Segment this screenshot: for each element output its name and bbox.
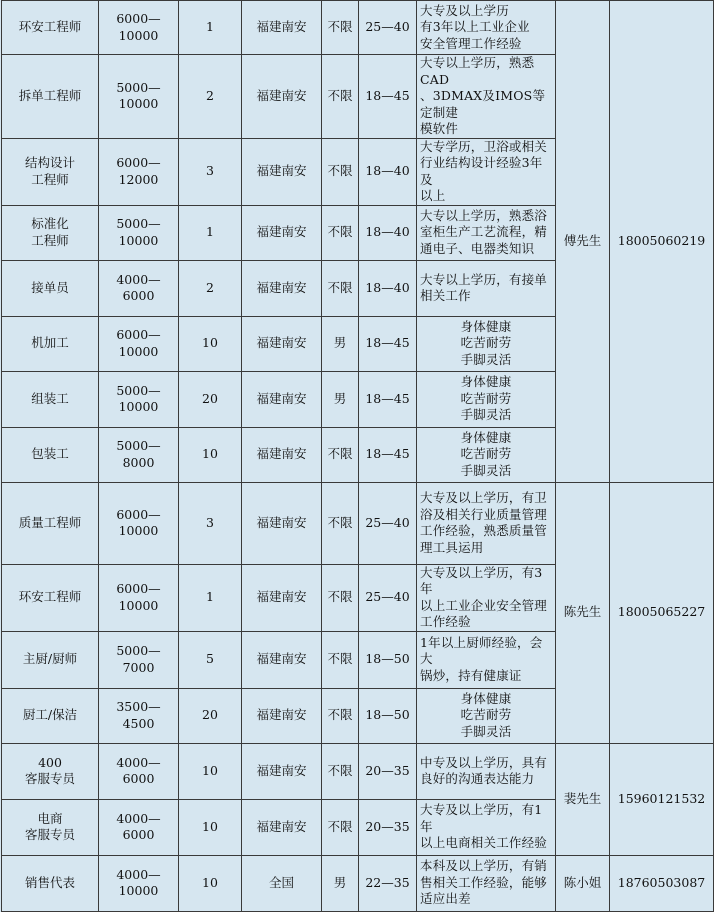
position-cell: 结构设计 工程师	[2, 138, 99, 205]
position-cell: 包装工	[2, 427, 99, 482]
headcount-cell: 10	[179, 743, 242, 799]
age-cell: 25—40	[359, 1, 417, 55]
requirements-cell: 中专及以上学历，具有 良好的沟通表达能力	[417, 743, 556, 799]
contact-phone-cell: 18005065227	[610, 482, 714, 743]
age-cell: 18—40	[359, 205, 417, 260]
salary-cell: 5000—10000	[99, 55, 179, 139]
position-cell: 标准化 工程师	[2, 205, 99, 260]
location-cell: 福建南安	[242, 260, 322, 316]
contact-name-cell: 陈先生	[556, 482, 610, 743]
requirements-cell: 大专以上学历，熟悉浴 室柜生产工艺流程，精 通电子、电器类知识	[417, 205, 556, 260]
requirements-cell: 身体健康 吃苦耐劳 手脚灵活	[417, 316, 556, 371]
gender-cell: 不限	[322, 688, 359, 743]
requirements-cell: 身体健康 吃苦耐劳 手脚灵活	[417, 427, 556, 482]
gender-cell: 不限	[322, 205, 359, 260]
table-row	[2, 1, 714, 55]
requirements-cell: 大专及以上学历，有卫 浴及相关行业质量管理 工作经验，熟悉质量管 理工具运用	[417, 482, 556, 564]
age-cell: 22—35	[359, 855, 417, 911]
table-body	[2, 1, 714, 912]
gender-cell: 不限	[322, 631, 359, 688]
gender-cell: 不限	[322, 260, 359, 316]
salary-cell: 4000—10000	[99, 855, 179, 911]
age-cell: 18—40	[359, 260, 417, 316]
age-cell: 20—35	[359, 799, 417, 855]
headcount-cell: 2	[179, 260, 242, 316]
gender-cell: 不限	[322, 1, 359, 55]
contact-phone-cell: 18760503087	[610, 855, 714, 911]
location-cell: 福建南安	[242, 688, 322, 743]
location-cell: 福建南安	[242, 205, 322, 260]
gender-cell: 男	[322, 316, 359, 371]
salary-cell: 4000—6000	[99, 260, 179, 316]
requirements-cell: 本科及以上学历，有销 售相关工作经验，能够 适应出差	[417, 855, 556, 911]
headcount-cell: 5	[179, 631, 242, 688]
requirements-cell: 大专及以上学历，有1年 以上电商相关工作经验	[417, 799, 556, 855]
gender-cell: 不限	[322, 427, 359, 482]
age-cell: 25—40	[359, 564, 417, 631]
age-cell: 25—40	[359, 482, 417, 564]
requirements-cell: 身体健康 吃苦耐劳 手脚灵活	[417, 371, 556, 427]
position-cell: 主厨/厨师	[2, 631, 99, 688]
position-cell: 机加工	[2, 316, 99, 371]
salary-cell: 6000—10000	[99, 482, 179, 564]
location-cell: 福建南安	[242, 799, 322, 855]
location-cell: 福建南安	[242, 316, 322, 371]
position-cell: 电商 客服专员	[2, 799, 99, 855]
position-cell: 厨工/保洁	[2, 688, 99, 743]
headcount-cell: 10	[179, 427, 242, 482]
salary-cell: 6000—12000	[99, 138, 179, 205]
requirements-cell: 大专以上学历，有接单 相关工作	[417, 260, 556, 316]
headcount-cell: 10	[179, 799, 242, 855]
headcount-cell: 20	[179, 371, 242, 427]
salary-cell: 5000—10000	[99, 205, 179, 260]
contact-phone-cell: 18005060219	[610, 1, 714, 483]
location-cell: 福建南安	[242, 427, 322, 482]
location-cell: 福建南安	[242, 1, 322, 55]
headcount-cell: 10	[179, 855, 242, 911]
gender-cell: 不限	[322, 55, 359, 139]
position-cell: 销售代表	[2, 855, 99, 911]
gender-cell: 不限	[322, 564, 359, 631]
contact-name-cell: 裴先生	[556, 743, 610, 855]
age-cell: 18—45	[359, 371, 417, 427]
salary-cell: 6000—10000	[99, 316, 179, 371]
position-cell: 环安工程师	[2, 1, 99, 55]
position-cell: 拆单工程师	[2, 55, 99, 139]
location-cell: 福建南安	[242, 564, 322, 631]
location-cell: 福建南安	[242, 371, 322, 427]
requirements-cell: 大专及以上学历，有3年 以上工业企业安全管理 工作经验	[417, 564, 556, 631]
salary-cell: 5000—8000	[99, 427, 179, 482]
gender-cell: 不限	[322, 743, 359, 799]
location-cell: 福建南安	[242, 743, 322, 799]
position-cell: 质量工程师	[2, 482, 99, 564]
headcount-cell: 3	[179, 482, 242, 564]
age-cell: 18—45	[359, 55, 417, 139]
salary-cell: 5000—10000	[99, 371, 179, 427]
recruitment-table	[1, 0, 714, 912]
gender-cell: 不限	[322, 799, 359, 855]
headcount-cell: 1	[179, 205, 242, 260]
age-cell: 18—40	[359, 138, 417, 205]
position-cell: 组装工	[2, 371, 99, 427]
salary-cell: 6000—10000	[99, 564, 179, 631]
table-row	[2, 855, 714, 911]
location-cell: 全国	[242, 855, 322, 911]
headcount-cell: 20	[179, 688, 242, 743]
requirements-cell: 大专学历，卫浴或相关 行业结构设计经验3年及 以上	[417, 138, 556, 205]
age-cell: 18—45	[359, 427, 417, 482]
requirements-cell: 大专以上学历，熟悉CAD 、3DMAX及IMOS等定制建 模软件	[417, 55, 556, 139]
gender-cell: 不限	[322, 482, 359, 564]
position-cell: 接单员	[2, 260, 99, 316]
headcount-cell: 1	[179, 1, 242, 55]
age-cell: 18—45	[359, 316, 417, 371]
age-cell: 18—50	[359, 631, 417, 688]
gender-cell: 男	[322, 855, 359, 911]
headcount-cell: 1	[179, 564, 242, 631]
headcount-cell: 10	[179, 316, 242, 371]
table-row	[2, 482, 714, 564]
location-cell: 福建南安	[242, 138, 322, 205]
salary-cell: 5000—7000	[99, 631, 179, 688]
headcount-cell: 3	[179, 138, 242, 205]
age-cell: 18—50	[359, 688, 417, 743]
location-cell: 福建南安	[242, 482, 322, 564]
gender-cell: 男	[322, 371, 359, 427]
gender-cell: 不限	[322, 138, 359, 205]
contact-name-cell: 陈小姐	[556, 855, 610, 911]
requirements-cell: 大专及以上学历 有3年以上工业企业 安全管理工作经验	[417, 1, 556, 55]
headcount-cell: 2	[179, 55, 242, 139]
requirements-cell: 身体健康 吃苦耐劳 手脚灵活	[417, 688, 556, 743]
location-cell: 福建南安	[242, 55, 322, 139]
salary-cell: 4000—6000	[99, 743, 179, 799]
contact-name-cell: 傅先生	[556, 1, 610, 483]
table-row	[2, 743, 714, 799]
requirements-cell: 1年以上厨师经验，会大 锅炒，持有健康证	[417, 631, 556, 688]
age-cell: 20—35	[359, 743, 417, 799]
position-cell: 400 客服专员	[2, 743, 99, 799]
salary-cell: 3500—4500	[99, 688, 179, 743]
salary-cell: 4000—6000	[99, 799, 179, 855]
salary-cell: 6000—10000	[99, 1, 179, 55]
position-cell: 环安工程师	[2, 564, 99, 631]
location-cell: 福建南安	[242, 631, 322, 688]
contact-phone-cell: 15960121532	[610, 743, 714, 855]
